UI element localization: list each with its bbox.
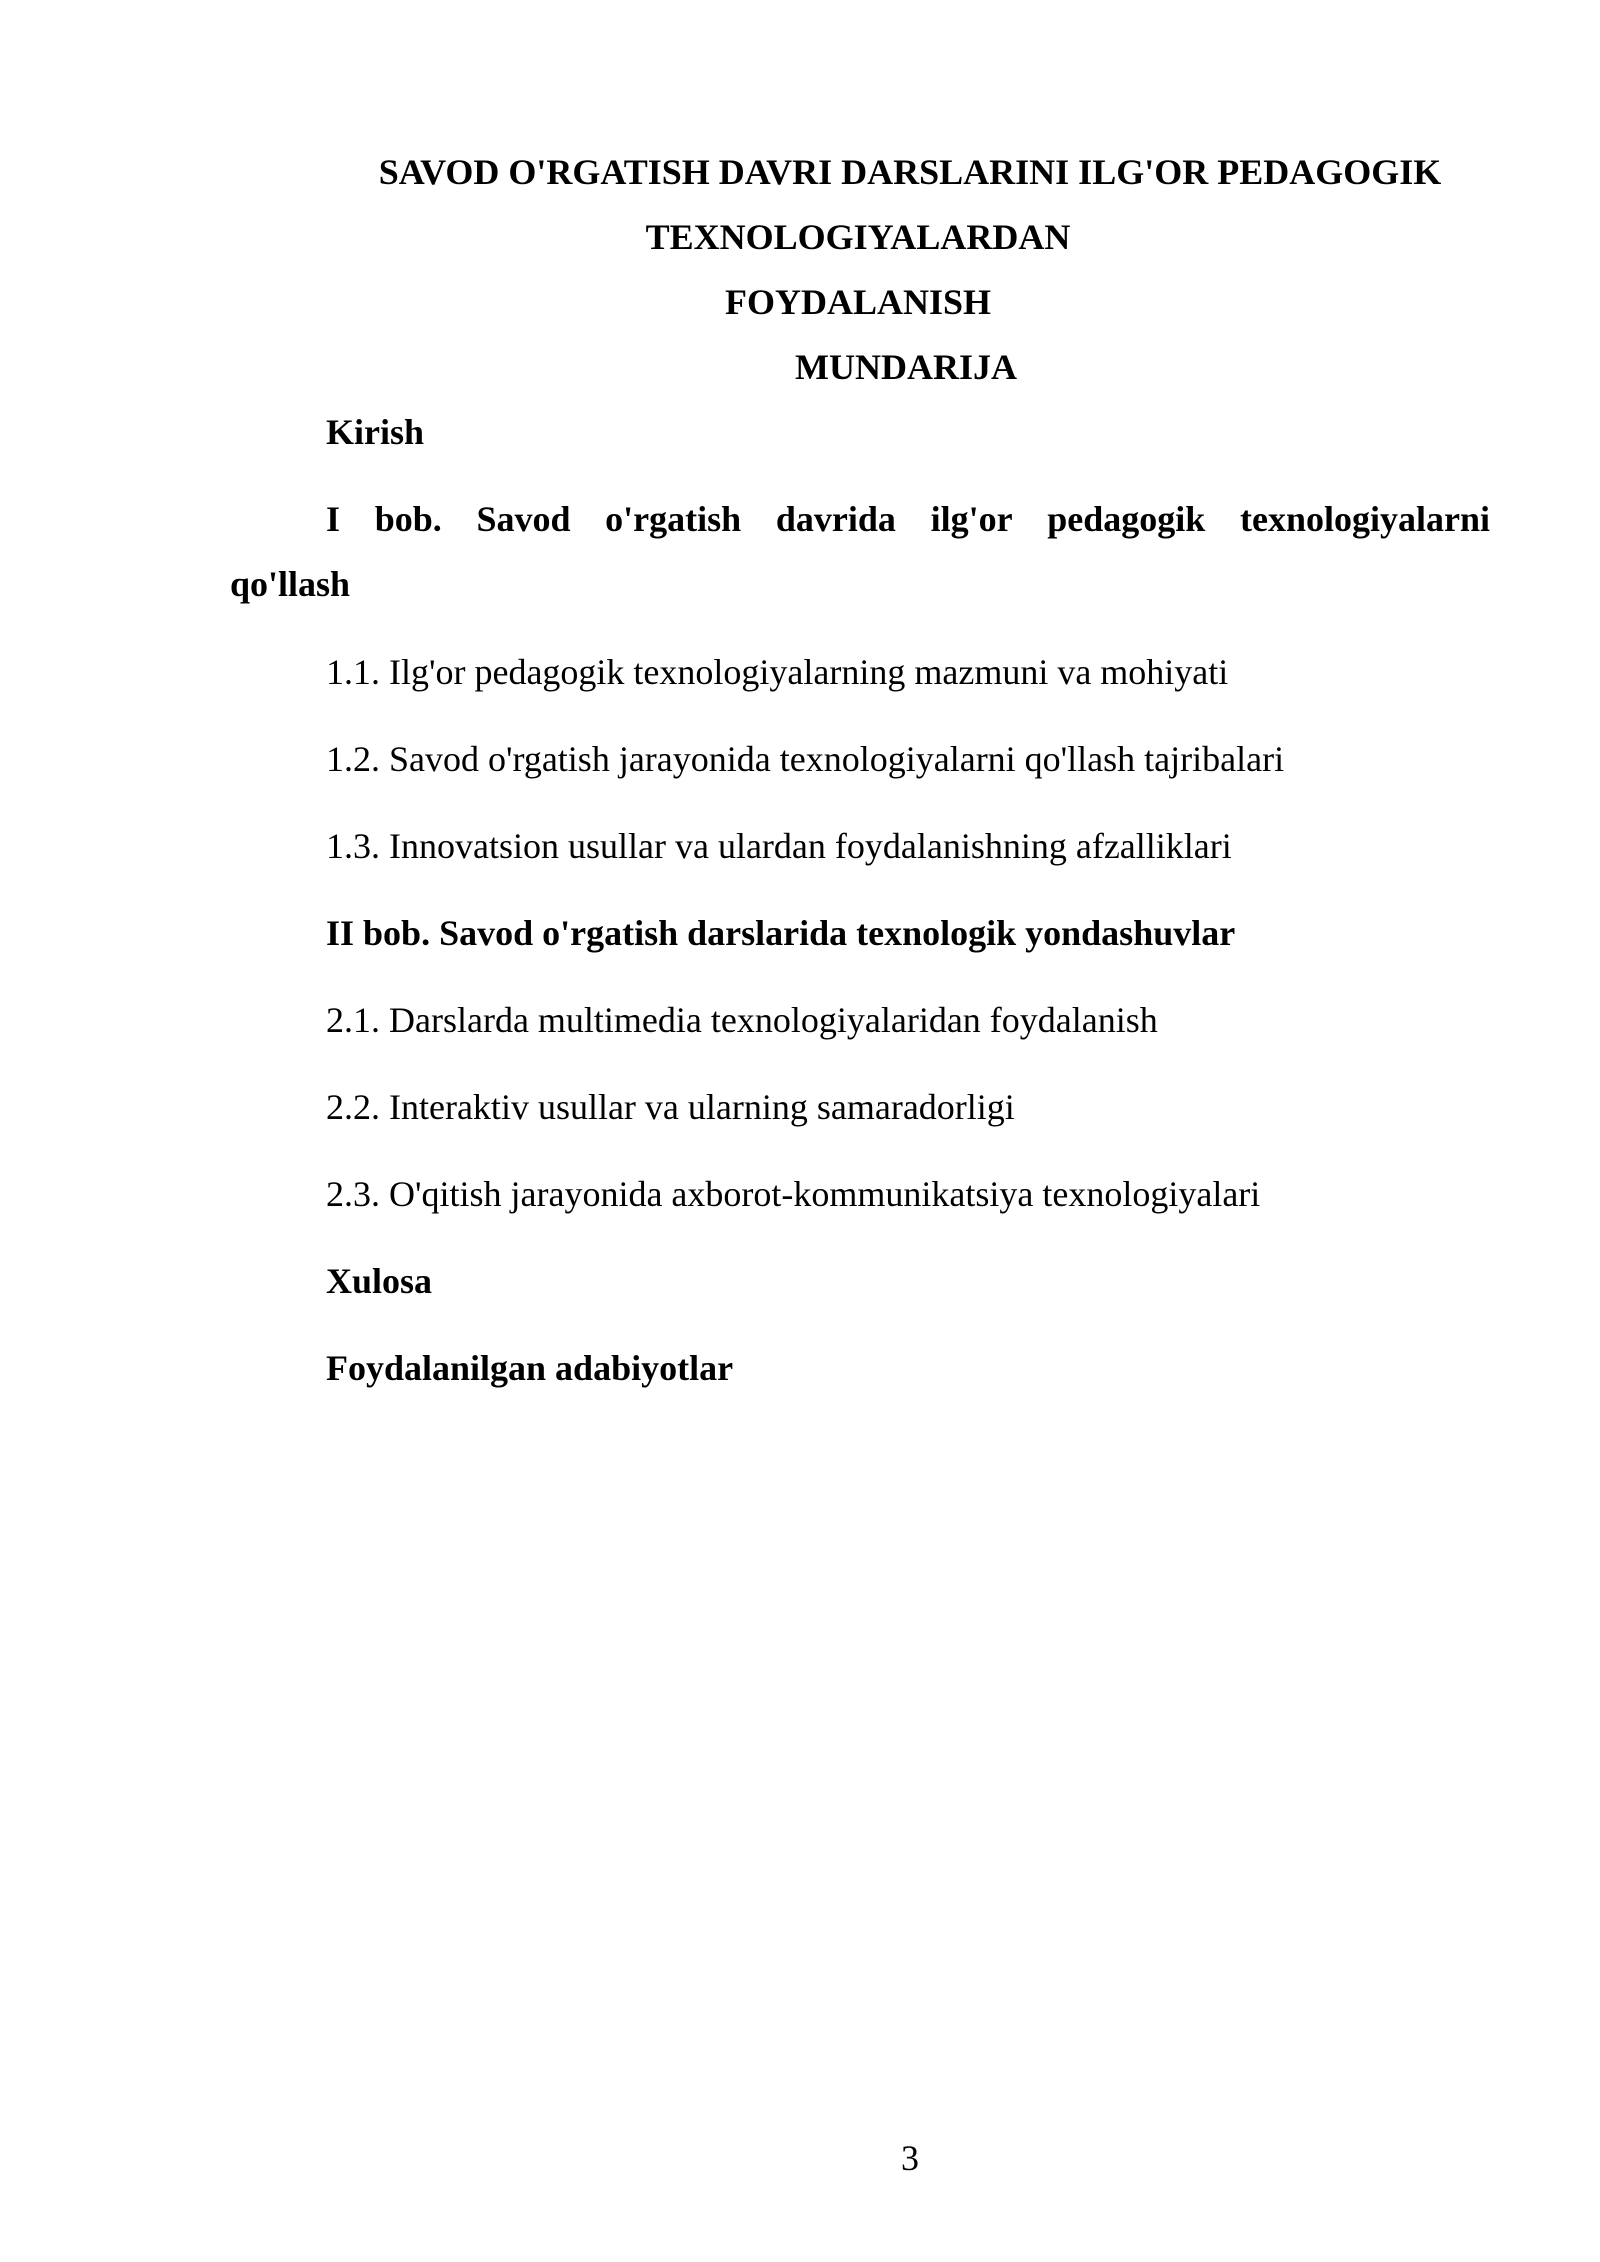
toc-chapter1-word: Savod — [476, 499, 571, 539]
toc-section-1-3: 1.3. Innovatsion usullar va ulardan foydalanishning afzalliklari — [326, 826, 1232, 866]
toc-chapter1-word: ilg'or — [930, 499, 1013, 539]
page-number: 3 — [901, 2138, 919, 2178]
toc-chapter2-title: II bob. Savod o'rgatish darslarida texnologik yondashuvlar — [326, 913, 1236, 953]
toc-chapter1-word: pedagogik — [1047, 499, 1206, 539]
toc-chapter1-word: o'rgatish — [605, 499, 742, 539]
toc-section-2-1: 2.1. Darslarda multimedia texnologiyalaridan foydalanish — [326, 1000, 1158, 1040]
toc-chapter1-title-line1 — [326, 497, 1490, 541]
toc-section-2-3: 2.3. O'qitish jarayonida axborot-kommunikatsiya texnologiyalari — [326, 1174, 1261, 1214]
toc-chapter1-word: I — [326, 499, 341, 539]
toc-section-1-1: 1.1. Ilg'or pedagogik texnologiyalarning mazmuni va mohiyati — [326, 652, 1229, 692]
contents-heading: MUNDARIJA — [795, 347, 1017, 387]
document-title-line-1: SAVOD O'RGATISH DAVRI DARSLARINI ILG'OR PEDAGOGIK — [378, 152, 1442, 192]
toc-conclusion: Xulosa — [326, 1261, 433, 1301]
toc-chapter1-word: texnologiyalarni — [1240, 499, 1490, 539]
toc-intro: Kirish — [326, 412, 425, 452]
toc-section-2-2: 2.2. Interaktiv usullar va ularning samaradorligi — [326, 1087, 1015, 1127]
toc-references: Foydalanilgan adabiyotlar — [326, 1348, 734, 1388]
toc-chapter1-word: davrida — [775, 499, 896, 539]
document-title-line-2: TEXNOLOGIYALARDAN — [645, 217, 1071, 257]
toc-chapter1-word: bob. — [374, 499, 442, 539]
document-title-line-3: FOYDALANISH — [724, 282, 992, 322]
toc-section-1-2: 1.2. Savod o'rgatish jarayonida texnologiyalarni qo'llash tajribalari — [326, 739, 1285, 779]
toc-chapter1-title-line2: qo'llash — [230, 564, 351, 604]
